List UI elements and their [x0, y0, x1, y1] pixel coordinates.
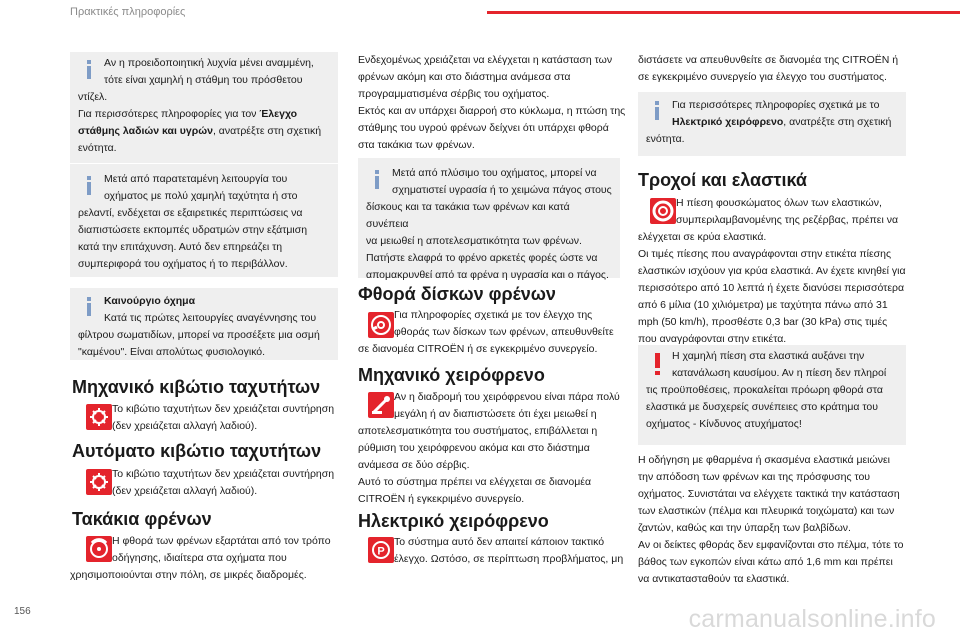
tyres-text: Η πίεση φουσκώματος όλων των ελαστικών, συμπεριλαμβανομένης της ρεζέρβας, πρέπει να [676, 197, 899, 226]
info-box-electric-handbrake: Για περισσότερες πληροφορίες σχετικά με το Ηλεκτρικό χειρόφρενο, ανατρέξτε στη σχετική ενότητα. [638, 92, 906, 156]
link-fluid-check-2[interactable]: στάθμης λαδιών και υγρών [78, 125, 213, 137]
disc-wear-text-cont: σε διανομέα CITROËN ή σε εγκεκριμένο συνεργείο. [358, 343, 598, 355]
brake-pads-icon [86, 536, 112, 562]
manual-handbrake-text: Αν η διαδρομή του χειρόφρενου είναι πάρα πολύ μεγάλη ή αν διαπιστώσετε ότι έχει μειωθεί η [394, 391, 620, 420]
warning-box-tyre-pressure: Η χαμηλή πίεση στα ελαστικά αυξάνει την κατανάλωση καυσίμου. Αν η πίεση δεν πληροί τις προϋποθέσεις, προκαλείται πρόωρη φθορά στα ελαστικά με δυσχερείς συνέπειες στο κράτημα του οχήματος - Κίνδυνος ατυχήματος! [638, 345, 906, 445]
manual-handbrake-text-cont: αποτελεσματικότητα του συστήματος, επιβάλλεται η ρύθμιση του χειρόφρενου ακόμα και στο διάστημα ανάμεσα σε δύο σέρβις. Αυτό το σύστημα πρέπει να ελέγχεται σε διανομέα CITROËN ή εγκεκριμένο συνεργείο. [358, 425, 598, 505]
manual-gearbox-text: Το κιβώτιο ταχυτήτων δεν χρειάζεται συντήρηση (δεν χρειάζεται αλλαγή λαδιού). [112, 403, 335, 432]
info-box-vapour: Μετά από παρατεταμένη λειτουργία του οχήματος με πολύ χαμηλή ταχύτητα ή στο ρελαντί, ενδέχεται σε εξαιρετικές περιπτώσεις να διαπιστώσετε εκπομπές υδρατμών στην εξάτμιση κατά την επιτάχυνση. Αυτό δεν επηρεάζει τη συμπεριφορά του οχήματος ή το περιβάλλον. [70, 164, 338, 277]
header-accent-bar [487, 11, 960, 14]
parking-icon [368, 537, 394, 563]
electric-handbrake-text-cont: διστάσετε να απευθυνθείτε σε διανομέα της CITROËN ή σε εγκεκριμένο συνεργείο για έλεγχο του συστήματος. [638, 54, 899, 83]
brake-disc-icon [368, 312, 394, 338]
brake-pads-text: Η φθορά των φρένων εξαρτάται από τον τρόπο οδήγησης, ιδιαίτερα στα οχήματα που [112, 535, 331, 564]
tyres-wear-text: Η οδήγηση με φθαρμένα ή σκασμένα ελαστικά μειώνει την απόδοση των φρένων και της πρόσφυσης του οχήματος. Συνιστάται να ελέγχετε τακτικά την κατάσταση των ελαστικών (πέλμα και πλευρικά τοιχώματα) και των ζαντών, καθώς και την ύπαρξη των βαλβίδων. Αν οι δείκτες φθοράς δεν εμφανίζονται στο πέλμα, τότε το βάθος των εγκοπών είναι κάτω από 1,6 mm και πρέπει να αντικατασταθούν τα ελαστικά. [638, 454, 904, 585]
box-title: Καινούργιο όχημα [104, 295, 196, 307]
link-fluid-check[interactable]: Έλεγχο [259, 108, 298, 120]
info-box-washing: Μετά από πλύσιμο του οχήματος, μπορεί να σχηματιστεί υγρασία ή το χειμώνα πάγος στους δίσκους και τα τακάκια των φρένων και κατά συνέπεια να μειωθεί η αποτελεσματικότητα των φρένων. Πατήστε ελαφρά το φρένο αρκετές φορές ώστε να απομακρυνθεί από τα φρένα η υγρασία και ο πάγος. [358, 158, 620, 278]
heading-manual-gearbox: Μηχανικό κιβώτιο ταχυτήτων [72, 377, 321, 397]
gearbox-icon [86, 469, 112, 495]
info-icon [375, 170, 379, 189]
link-electric-handbrake[interactable]: Ηλεκτρικό χειρόφρενο [672, 116, 784, 128]
watermark: carmanualsonline.info [688, 605, 936, 633]
heading-disc-wear: Φθορά δίσκων φρένων [358, 284, 556, 304]
tyre-icon [650, 198, 676, 224]
info-icon [87, 297, 91, 316]
handbrake-icon [368, 392, 394, 418]
info-icon [655, 101, 659, 120]
electric-handbrake-text: Το σύστημα αυτό δεν απαιτεί κάποιον τακτικό έλεγχο. Ωστόσο, σε περίπτωση προβλήματος, μη [394, 536, 624, 565]
info-icon [87, 176, 91, 195]
info-box-new-vehicle: Καινούργιο όχημα Κατά τις πρώτες λειτουργίες αναγέννησης του φίλτρου σωματιδίων, μπορεί να προσέξετε μια οσμή "καμένου". Είναι απολύτως φυσιολογικό. [70, 288, 338, 360]
heading-brake-pads: Τακάκια φρένων [72, 509, 212, 529]
gearbox-icon [86, 404, 112, 430]
auto-gearbox-text: Το κιβώτιο ταχυτήτων δεν χρειάζεται συντήρηση (δεν χρειάζεται αλλαγή λαδιού). [112, 468, 335, 497]
heading-auto-gearbox: Αυτόματο κιβώτιο ταχυτήτων [72, 441, 322, 461]
brakes-intro-text: Ενδεχομένως χρειάζεται να ελέγχεται η κατάσταση των φρένων ακόμη και στο διάστημα ανάμεσα στα προγραμματισμένα σέρβις του οχήματος. Εκτός και αν υπάρχει διαρροή στο κύκλωμα, η πτώση της στάθμης του υγρού φρένων δείχνει ότι υπάρχει φθορά στα τακάκια των φρένων. [358, 54, 626, 151]
warning-icon [655, 353, 660, 375]
svg-text:P: P [377, 545, 385, 558]
page-header-title: Πρακτικές πληροφορίες [70, 6, 186, 18]
heading-electric-handbrake: Ηλεκτρικό χειρόφρενο [358, 511, 549, 531]
page-number: 156 [14, 606, 31, 617]
heading-manual-handbrake: Μηχανικό χειρόφρενο [358, 365, 545, 385]
info-icon [87, 60, 91, 79]
disc-wear-text: Για πληροφορίες σχετικά με τον έλεγχο της φθοράς των δίσκων των φρένων, απευθυνθείτε [394, 309, 614, 338]
brake-pads-text-cont: χρησιμοποιούνται στην πόλη, σε μικρές διαδρομές. [70, 569, 307, 581]
info-box-additive: Αν η προειδοποιητική λυχνία μένει αναμμένη, τότε είναι χαμηλή η στάθμη του πρόσθετου ντίζελ. Για περισσότερες πληροφορίες για τον Έλεγχο στάθμης λαδιών και υγρών, ανατρέξτε στη σχετική ενότητα. [70, 52, 338, 163]
heading-tyres: Τροχοί και ελαστικά [638, 170, 807, 190]
tyres-text-cont: ελέγχεται σε κρύα ελαστικά. Οι τιμές πίεσης που αναγράφονται στην ετικέτα πίεσης ελαστικών ισχύουν για κρύα ελαστικά. Αν έχετε κινηθεί για περισσότερο από 10 λεπτά ή έχετε διανύσει περισσότερα από 6 μίλια (10 χιλιόμετρα) με ταχύτητα πάνω από 31 mph (50 km/h), προσθέστε 0,3 bar (30 kPa) στις τιμές που αναγράφονται στην ετικέτα. [638, 231, 906, 345]
